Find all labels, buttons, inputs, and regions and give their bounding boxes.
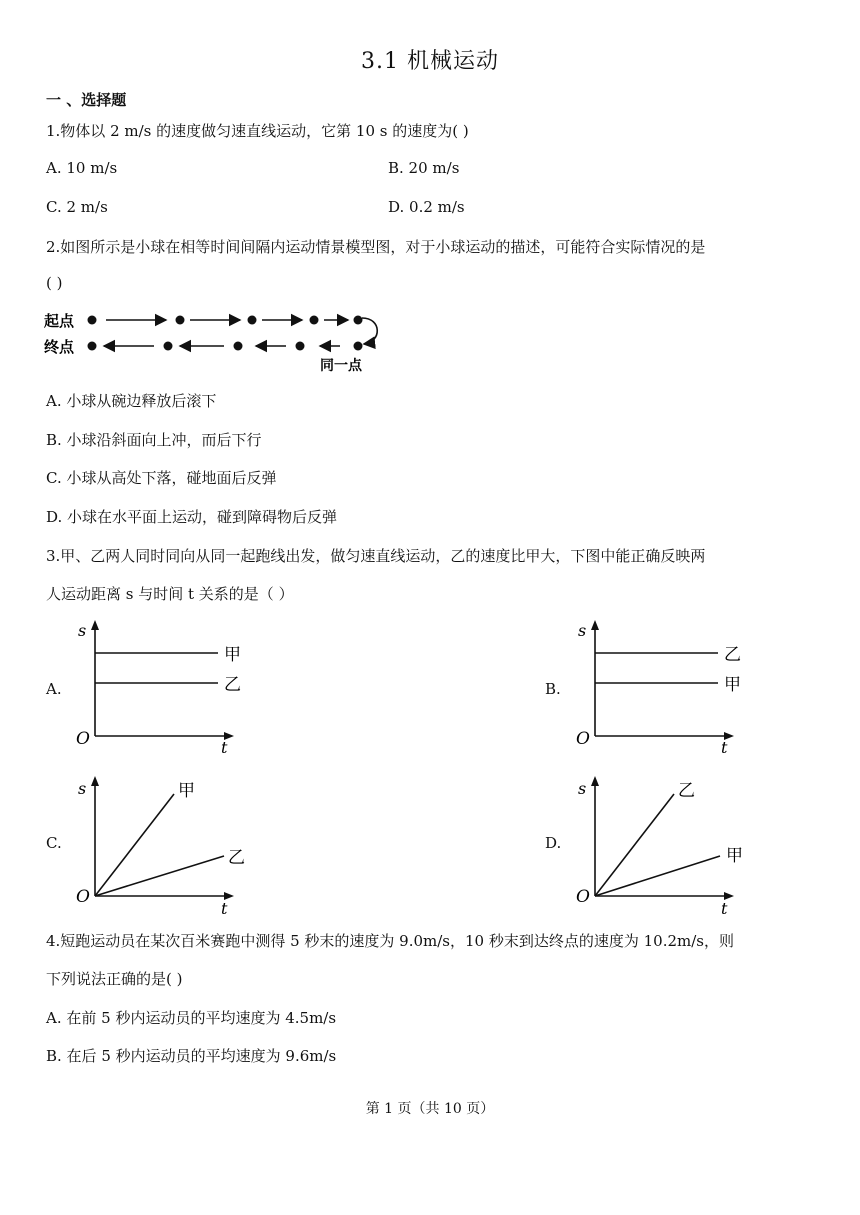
- t-axis-label: t: [221, 738, 228, 756]
- graph-d: [570, 770, 760, 920]
- ball-dot: [248, 316, 257, 325]
- ball-dot: [354, 342, 363, 351]
- s-axis-arrow: [591, 620, 599, 630]
- q4-option-b: B. 在后 5 秒内运动员的平均速度为 9.6m/s: [46, 1047, 337, 1065]
- q4-option-a: A. 在前 5 秒内运动员的平均速度为 4.5m/s: [46, 1009, 337, 1027]
- line-shallow: [95, 856, 224, 896]
- line-steep: [595, 794, 674, 896]
- q1-option-a: A. 10 m/s: [46, 159, 118, 177]
- ball-dot: [176, 316, 185, 325]
- q2-option-a: A. 小球从碗边释放后滚下: [46, 392, 217, 410]
- s-axis-label: s: [578, 621, 587, 640]
- ball-dot: [88, 342, 97, 351]
- q4-stem-line1: 4.短跑运动员在某次百米赛跑中测得 5 秒末的速度为 9.0m/s，10 秒末到达终点的速度为 10.2m/s，则: [46, 932, 734, 950]
- origin-label: O: [576, 887, 590, 907]
- ball-dot: [234, 342, 243, 351]
- steep-line-label: 乙: [678, 781, 695, 801]
- ball-dot: [296, 342, 305, 351]
- ball-dot: [164, 342, 173, 351]
- q3-stem-line2: 人运动距离 s 与时间 t 关系的是（ ）: [46, 585, 294, 603]
- q2-stem-line2: ( ): [46, 274, 63, 292]
- line-shallow: [595, 856, 720, 896]
- end-label: 终点: [44, 338, 75, 356]
- graph-c-label: C.: [46, 834, 62, 852]
- graph-a-label: A.: [46, 680, 62, 698]
- q2-option-d: D. 小球在水平面上运动，碰到障碍物后反弹: [46, 508, 338, 526]
- graph-a: [70, 616, 260, 756]
- q2-option-c: C. 小球从高处下落，碰地面后反弹: [46, 469, 277, 487]
- s-axis-arrow: [91, 620, 99, 630]
- q1-option-d: D. 0.2 m/s: [388, 198, 465, 216]
- s-axis-label: s: [578, 779, 587, 798]
- line-steep: [95, 794, 174, 896]
- upper-line-label: 甲: [224, 645, 241, 665]
- graph-c: [70, 770, 260, 920]
- ball-dot: [310, 316, 319, 325]
- q3-stem-line1: 3.甲、乙两人同时同向从同一起跑线出发，做匀速直线运动，乙的速度比甲大，下图中能正确反映两: [46, 547, 706, 565]
- q2-option-b: B. 小球沿斜面向上冲，而后下行: [46, 431, 262, 449]
- ball-dot: [354, 316, 363, 325]
- s-axis-label: s: [78, 779, 87, 798]
- page-footer: 第 1 页（共 10 页）: [365, 1101, 495, 1117]
- graph-d-label: D.: [545, 834, 562, 852]
- lower-line-label: 甲: [724, 675, 741, 695]
- origin-label: O: [76, 887, 90, 907]
- turn-arrow: [362, 318, 377, 344]
- ball-motion-figure: [44, 306, 384, 374]
- q4-stem-line2: 下列说法正确的是( ): [46, 970, 183, 988]
- graph-b-label: B.: [545, 680, 561, 698]
- s-axis-arrow: [591, 776, 599, 786]
- shallow-line-label: 乙: [228, 848, 245, 868]
- page-title: 3.1 机械运动: [361, 49, 499, 74]
- shallow-line-label: 甲: [726, 846, 743, 866]
- t-axis-label: t: [721, 738, 728, 756]
- t-axis-label: t: [221, 899, 228, 918]
- section-heading: 一 、选择题: [46, 91, 127, 109]
- q1-option-c: C. 2 m/s: [46, 198, 108, 216]
- steep-line-label: 甲: [178, 781, 195, 801]
- q1-option-b: B. 20 m/s: [388, 159, 460, 177]
- ball-dot: [88, 316, 97, 325]
- q1-stem: 1.物体以 2 m/s 的速度做匀速直线运动，它第 10 s 的速度为( ): [46, 122, 469, 140]
- same-point-label: 同一点: [320, 358, 362, 374]
- t-axis-label: t: [721, 899, 728, 918]
- origin-label: O: [576, 729, 590, 749]
- start-label: 起点: [44, 312, 75, 330]
- origin-label: O: [76, 729, 90, 749]
- s-axis-label: s: [78, 621, 87, 640]
- q2-stem-line1: 2.如图所示是小球在相等时间间隔内运动情景模型图，对于小球运动的描述，可能符合实际情况的是: [46, 238, 706, 256]
- s-axis-arrow: [91, 776, 99, 786]
- upper-line-label: 乙: [724, 645, 741, 665]
- lower-line-label: 乙: [224, 675, 241, 695]
- graph-b: [570, 616, 760, 756]
